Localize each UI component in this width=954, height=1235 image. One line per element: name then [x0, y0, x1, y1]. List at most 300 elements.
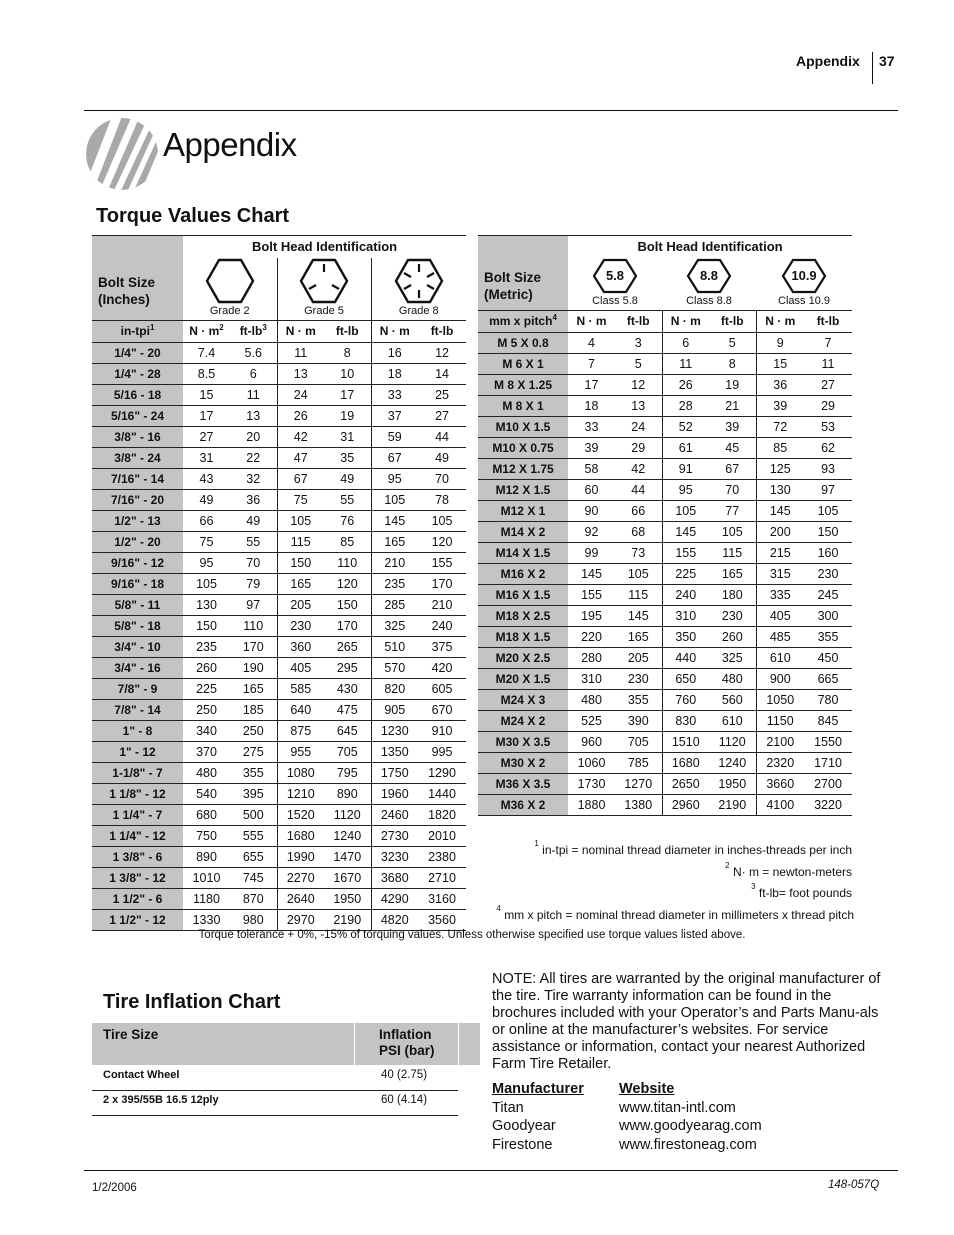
- torque-value-cell: 3560: [418, 909, 466, 930]
- torque-value-cell: 66: [183, 510, 230, 531]
- torque-value-cell: 1330: [183, 909, 230, 930]
- bolt-size-cell: M20 X 1.5: [478, 668, 568, 689]
- header-divider: [872, 52, 873, 84]
- torque-value-cell: 115: [615, 584, 662, 605]
- metric-torque-table: [478, 235, 852, 816]
- bolt-size-cell: 3/8" - 24: [92, 447, 183, 468]
- table-row: [478, 374, 852, 395]
- torque-value-cell: 150: [183, 615, 230, 636]
- torque-value-cell: 150: [277, 552, 324, 573]
- tire-row-psi: 40 (2.75): [381, 1069, 428, 1081]
- torque-value-cell: 1150: [756, 710, 804, 731]
- torque-value-cell: 845: [804, 710, 852, 731]
- table-row: [92, 573, 466, 594]
- table-row: [478, 395, 852, 416]
- bolt-size-cell: 1 1/4" - 7: [92, 804, 183, 825]
- torque-value-cell: 190: [230, 657, 277, 678]
- bolt-size-cell: 5/16 - 18: [92, 384, 183, 405]
- torque-value-cell: 95: [662, 479, 709, 500]
- torque-value-cell: 145: [756, 500, 804, 521]
- torque-value-cell: 905: [371, 699, 418, 720]
- torque-value-cell: 49: [230, 510, 277, 531]
- bolt-size-cell: M18 X 1.5: [478, 626, 568, 647]
- appendix-logo-icon: [84, 117, 160, 191]
- torque-value-cell: 5.6: [230, 342, 277, 363]
- manufacturer-name: Goodyear: [492, 1118, 556, 1134]
- torque-value-cell: 785: [615, 752, 662, 773]
- table-row: [478, 479, 852, 500]
- torque-value-cell: 510: [371, 636, 418, 657]
- torque-value-cell: 26: [277, 405, 324, 426]
- torque-value-cell: 6: [662, 332, 709, 353]
- torque-value-cell: 55: [324, 489, 371, 510]
- bolt-size-cell: 1-1/8" - 7: [92, 762, 183, 783]
- torque-value-cell: 780: [804, 689, 852, 710]
- bolt-size-cell: 1/2" - 13: [92, 510, 183, 531]
- torque-value-cell: 1240: [709, 752, 756, 773]
- unit-nm-header: N · m: [568, 310, 615, 332]
- table-row: [478, 563, 852, 584]
- unit-nm-header: N · m: [371, 320, 418, 342]
- torque-value-cell: 155: [418, 552, 466, 573]
- torque-value-cell: 1350: [371, 741, 418, 762]
- torque-value-cell: 18: [371, 363, 418, 384]
- torque-value-cell: 4: [568, 332, 615, 353]
- torque-value-cell: 13: [277, 363, 324, 384]
- torque-value-cell: 220: [568, 626, 615, 647]
- bolt-size-cell: M20 X 2.5: [478, 647, 568, 668]
- manufacturer-name: Titan: [492, 1100, 524, 1116]
- tire-row-psi: 60 (4.14): [381, 1094, 428, 1106]
- torque-value-cell: 230: [804, 563, 852, 584]
- torque-value-cell: 35: [324, 447, 371, 468]
- torque-value-cell: 4820: [371, 909, 418, 930]
- unit-nm-header: N · m: [277, 320, 324, 342]
- torque-value-cell: 3: [615, 332, 662, 353]
- torque-value-cell: 12: [615, 374, 662, 395]
- tire-row-size: 2 x 395/55B 16.5 12ply: [103, 1094, 219, 1106]
- torque-value-cell: 420: [418, 657, 466, 678]
- bolt-size-cell: M24 X 3: [478, 689, 568, 710]
- unit-nm-header: N · m: [756, 310, 804, 332]
- torque-value-cell: 2380: [418, 846, 466, 867]
- grade-8-label: Grade 8: [398, 304, 439, 317]
- torque-value-cell: 39: [709, 416, 756, 437]
- grade-8-hex-icon: [394, 258, 444, 304]
- unit-ftlb-header: ft-lb: [615, 310, 662, 332]
- torque-value-cell: 110: [324, 552, 371, 573]
- bolt-size-cell: 1/4" - 20: [92, 342, 183, 363]
- torque-value-cell: 1670: [324, 867, 371, 888]
- torque-value-cell: 235: [183, 636, 230, 657]
- table-row: [92, 888, 466, 909]
- torque-value-cell: 2190: [324, 909, 371, 930]
- torque-value-cell: 14: [418, 363, 466, 384]
- torque-value-cell: 275: [230, 741, 277, 762]
- torque-value-cell: 450: [804, 647, 852, 668]
- torque-value-cell: 49: [324, 468, 371, 489]
- bolt-size-cell: M14 X 1.5: [478, 542, 568, 563]
- torque-value-cell: 70: [709, 479, 756, 500]
- torque-value-cell: 73: [615, 542, 662, 563]
- table-row: [92, 426, 466, 447]
- torque-value-cell: 79: [230, 573, 277, 594]
- torque-value-cell: 120: [324, 573, 371, 594]
- torque-value-cell: 59: [371, 426, 418, 447]
- torque-value-cell: 1120: [709, 731, 756, 752]
- table-row: [478, 605, 852, 626]
- bolt-size-cell: 1 1/2" - 6: [92, 888, 183, 909]
- bolt-size-unit: (Metric): [484, 286, 533, 302]
- tire-size-header: Tire Size: [103, 1027, 159, 1042]
- torque-value-cell: 760: [662, 689, 709, 710]
- torque-value-cell: 680: [183, 804, 230, 825]
- bolt-head-id-label: Bolt Head Identification: [183, 236, 466, 258]
- bolt-size-cell: 3/4" - 10: [92, 636, 183, 657]
- torque-value-cell: 33: [568, 416, 615, 437]
- torque-value-cell: 485: [756, 626, 804, 647]
- torque-value-cell: 44: [418, 426, 466, 447]
- table-row: [92, 909, 466, 930]
- bolt-size-cell: M36 X 2: [478, 794, 568, 815]
- torque-value-cell: 26: [662, 374, 709, 395]
- pitch-header: mm x pitch$^4$: [478, 310, 568, 332]
- torque-value-cell: 555: [230, 825, 277, 846]
- torque-value-cell: 650: [662, 668, 709, 689]
- unit-ftlb-header: ft-lb: [709, 310, 756, 332]
- torque-value-cell: 53: [804, 416, 852, 437]
- torque-value-cell: 230: [615, 668, 662, 689]
- table-row: [92, 384, 466, 405]
- table-row: [478, 626, 852, 647]
- torque-value-cell: 7: [568, 353, 615, 374]
- table-row: [478, 542, 852, 563]
- torque-value-cell: 1180: [183, 888, 230, 909]
- torque-value-cell: 67: [709, 458, 756, 479]
- torque-value-cell: 11: [230, 384, 277, 405]
- torque-value-cell: 210: [418, 594, 466, 615]
- torque-value-cell: 8: [709, 353, 756, 374]
- torque-value-cell: 585: [277, 678, 324, 699]
- torque-value-cell: 43: [183, 468, 230, 489]
- torque-value-cell: 795: [324, 762, 371, 783]
- torque-value-cell: 31: [183, 447, 230, 468]
- grade-5-hex-icon: [299, 258, 349, 304]
- torque-value-cell: 165: [709, 563, 756, 584]
- torque-value-cell: 33: [371, 384, 418, 405]
- torque-value-cell: 39: [568, 437, 615, 458]
- torque-value-cell: 1710: [804, 752, 852, 773]
- torque-value-cell: 115: [709, 542, 756, 563]
- bolt-size-cell: M14 X 2: [478, 521, 568, 542]
- torque-value-cell: 8.5: [183, 363, 230, 384]
- manufacturer-website: www.firestoneag.com: [619, 1137, 757, 1153]
- table-row: [92, 615, 466, 636]
- manufacturer-name: Firestone: [492, 1137, 553, 1153]
- torque-value-cell: 105: [709, 521, 756, 542]
- torque-value-cell: 215: [756, 542, 804, 563]
- torque-value-cell: 3660: [756, 773, 804, 794]
- table-row: [92, 825, 466, 846]
- bolt-size-cell: M36 X 3.5: [478, 773, 568, 794]
- bolt-size-cell: M16 X 2: [478, 563, 568, 584]
- torque-value-cell: 67: [371, 447, 418, 468]
- unit-ftlb-header: ft-lb: [804, 310, 852, 332]
- torque-value-cell: 130: [756, 479, 804, 500]
- torque-value-cell: 360: [277, 636, 324, 657]
- torque-value-cell: 165: [371, 531, 418, 552]
- torque-value-cell: 91: [662, 458, 709, 479]
- torque-value-cell: 155: [662, 542, 709, 563]
- torque-value-cell: 31: [324, 426, 371, 447]
- torque-value-cell: 225: [662, 563, 709, 584]
- torque-value-cell: 200: [756, 521, 804, 542]
- torque-value-cell: 2730: [371, 825, 418, 846]
- torque-value-cell: 22: [230, 447, 277, 468]
- torque-value-cell: 2460: [371, 804, 418, 825]
- torque-value-cell: 2270: [277, 867, 324, 888]
- inflation-header: Inflation PSI (bar): [379, 1027, 435, 1058]
- torque-value-cell: 170: [230, 636, 277, 657]
- grade-5-cell: [277, 258, 371, 321]
- torque-footnotes: [478, 840, 852, 926]
- torque-value-cell: 280: [568, 647, 615, 668]
- header-rule: [84, 110, 898, 111]
- table-row: [92, 867, 466, 888]
- table-row: [478, 710, 852, 731]
- torque-value-cell: 235: [371, 573, 418, 594]
- torque-value-cell: 350: [662, 626, 709, 647]
- torque-value-cell: 355: [230, 762, 277, 783]
- torque-value-cell: 240: [662, 584, 709, 605]
- class-8-8-mark: 8.8: [699, 267, 719, 283]
- bolt-size-cell: 1 1/8" - 12: [92, 783, 183, 804]
- torque-value-cell: 62: [804, 437, 852, 458]
- torque-value-cell: 1230: [371, 720, 418, 741]
- table-row: [92, 363, 466, 384]
- torque-value-cell: 19: [324, 405, 371, 426]
- torque-value-cell: 480: [568, 689, 615, 710]
- torque-value-cell: 145: [615, 605, 662, 626]
- torque-value-cell: 19: [709, 374, 756, 395]
- torque-value-cell: 27: [183, 426, 230, 447]
- torque-value-cell: 13: [230, 405, 277, 426]
- unit-nm-header: $N \cdot m^2$: [183, 320, 230, 342]
- torque-value-cell: 8: [324, 342, 371, 363]
- torque-value-cell: 75: [183, 531, 230, 552]
- torque-value-cell: 52: [662, 416, 709, 437]
- torque-value-cell: 480: [709, 668, 756, 689]
- manufacturer-website: www.titan-intl.com: [619, 1100, 736, 1116]
- bolt-size-cell: 1/2" - 20: [92, 531, 183, 552]
- torque-value-cell: 430: [324, 678, 371, 699]
- bolt-size-cell: 5/8" - 11: [92, 594, 183, 615]
- bolt-size-cell: M10 X 0.75: [478, 437, 568, 458]
- torque-value-cell: 1990: [277, 846, 324, 867]
- torque-value-cell: 42: [615, 458, 662, 479]
- torque-value-cell: 1730: [568, 773, 615, 794]
- torque-value-cell: 24: [277, 384, 324, 405]
- torque-value-cell: 27: [418, 405, 466, 426]
- torque-value-cell: 95: [183, 552, 230, 573]
- torque-value-cell: 45: [709, 437, 756, 458]
- table-row: [478, 794, 852, 815]
- torque-value-cell: 750: [183, 825, 230, 846]
- table-row: [92, 657, 466, 678]
- torque-value-cell: 1380: [615, 794, 662, 815]
- torque-value-cell: 1080: [277, 762, 324, 783]
- table-row: [478, 353, 852, 374]
- torque-value-cell: 165: [615, 626, 662, 647]
- torque-value-cell: 105: [183, 573, 230, 594]
- torque-value-cell: 49: [418, 447, 466, 468]
- torque-value-cell: 165: [277, 573, 324, 594]
- document-number: 148-057Q: [828, 1179, 880, 1191]
- unit-ftlb-header: $ft-lb^3$: [230, 320, 277, 342]
- torque-value-cell: 78: [418, 489, 466, 510]
- torque-value-cell: 570: [371, 657, 418, 678]
- torque-value-cell: 11: [804, 353, 852, 374]
- bolt-size-cell: 1 1/4" - 12: [92, 825, 183, 846]
- torque-value-cell: 2320: [756, 752, 804, 773]
- torque-value-cell: 370: [183, 741, 230, 762]
- torque-value-cell: 2010: [418, 825, 466, 846]
- bolt-size-cell: M16 X 1.5: [478, 584, 568, 605]
- torque-value-cell: 2650: [662, 773, 709, 794]
- torque-value-cell: 39: [756, 395, 804, 416]
- torque-value-cell: 2700: [804, 773, 852, 794]
- torque-value-cell: 475: [324, 699, 371, 720]
- torque-value-cell: 2970: [277, 909, 324, 930]
- running-header-section: Appendix: [796, 53, 860, 69]
- torque-value-cell: 18: [568, 395, 615, 416]
- torque-value-cell: 165: [230, 678, 277, 699]
- torque-value-cell: 240: [418, 615, 466, 636]
- torque-value-cell: 1960: [371, 783, 418, 804]
- torque-value-cell: 67: [277, 468, 324, 489]
- table-row: [478, 437, 852, 458]
- torque-value-cell: 1060: [568, 752, 615, 773]
- torque-value-cell: 25: [418, 384, 466, 405]
- warranty-note: NOTE: All tires are warranted by the original manufacturer of the tire. Tire warranty information can be found in the brochures included with your Operator’s and Parts Manu-als or online at the manufacturer’s websites. For service assistance or information, contact your nearest Authorized Farm Tire Retailer.: [492, 971, 881, 1072]
- torque-value-cell: 560: [709, 689, 756, 710]
- torque-value-cell: 125: [756, 458, 804, 479]
- torque-value-cell: 11: [662, 353, 709, 374]
- footnote-2: $^2$ N· m = newton-meters: [725, 860, 852, 879]
- class-10-9-cell: [756, 258, 852, 311]
- torque-value-cell: 95: [371, 468, 418, 489]
- torque-value-cell: 610: [709, 710, 756, 731]
- torque-value-cell: 66: [615, 500, 662, 521]
- torque-value-cell: 29: [615, 437, 662, 458]
- grade-5-label: Grade 5: [304, 304, 344, 317]
- bolt-size-cell: 7/8" - 14: [92, 699, 183, 720]
- bolt-size-cell: 9/16" - 18: [92, 573, 183, 594]
- class-5-8-mark: 5.8: [605, 267, 625, 283]
- table-row: [92, 594, 466, 615]
- table-row: [478, 668, 852, 689]
- manufacturer-website: www.goodyearag.com: [619, 1118, 762, 1134]
- torque-value-cell: 70: [230, 552, 277, 573]
- torque-value-cell: 12: [418, 342, 466, 363]
- bolt-size-cell: M30 X 3.5: [478, 731, 568, 752]
- torque-value-cell: 155: [568, 584, 615, 605]
- torque-value-cell: 260: [709, 626, 756, 647]
- torque-value-cell: 93: [804, 458, 852, 479]
- torque-value-cell: 7.4: [183, 342, 230, 363]
- torque-value-cell: 705: [615, 731, 662, 752]
- table-row: [92, 636, 466, 657]
- torque-value-cell: 17: [324, 384, 371, 405]
- torque-value-cell: 1240: [324, 825, 371, 846]
- torque-value-cell: 36: [230, 489, 277, 510]
- grade-8-cell: [371, 258, 466, 321]
- torque-value-cell: 225: [183, 678, 230, 699]
- bolt-size-cell: 1" - 12: [92, 741, 183, 762]
- torque-value-cell: 820: [371, 678, 418, 699]
- torque-value-cell: 745: [230, 867, 277, 888]
- tpi-header: in-tpi$^1$: [92, 320, 183, 342]
- torque-value-cell: 910: [418, 720, 466, 741]
- torque-value-cell: 13: [615, 395, 662, 416]
- bolt-size-cell: 1 3/8" - 12: [92, 867, 183, 888]
- torque-value-cell: 440: [662, 647, 709, 668]
- torque-value-cell: 395: [230, 783, 277, 804]
- torque-value-cell: 49: [183, 489, 230, 510]
- torque-value-cell: 2190: [709, 794, 756, 815]
- table-row: [92, 699, 466, 720]
- torque-value-cell: 21: [709, 395, 756, 416]
- torque-value-cell: 605: [418, 678, 466, 699]
- torque-value-cell: 130: [183, 594, 230, 615]
- torque-value-cell: 1680: [277, 825, 324, 846]
- torque-value-cell: 17: [568, 374, 615, 395]
- torque-value-cell: 3160: [418, 888, 466, 909]
- table-row: [478, 521, 852, 542]
- torque-value-cell: 870: [230, 888, 277, 909]
- torque-value-cell: 145: [371, 510, 418, 531]
- torque-value-cell: 105: [418, 510, 466, 531]
- table-row: [92, 846, 466, 867]
- table-row: [478, 752, 852, 773]
- table-row: [92, 405, 466, 426]
- torque-value-cell: 250: [230, 720, 277, 741]
- bolt-size-cell: 1 3/8" - 6: [92, 846, 183, 867]
- bolt-size-cell: M24 X 2: [478, 710, 568, 731]
- table-row: [92, 678, 466, 699]
- torque-value-cell: 150: [804, 521, 852, 542]
- torque-value-cell: 36: [756, 374, 804, 395]
- bolt-size-cell: 1/4" - 28: [92, 363, 183, 384]
- torque-value-cell: 1550: [804, 731, 852, 752]
- torque-value-cell: 77: [709, 500, 756, 521]
- torque-value-cell: 300: [804, 605, 852, 626]
- torque-value-cell: 315: [756, 563, 804, 584]
- torque-value-cell: 42: [277, 426, 324, 447]
- table-row: [92, 720, 466, 741]
- torque-value-cell: 960: [568, 731, 615, 752]
- bolt-size-cell: 5/16" - 24: [92, 405, 183, 426]
- manufacturer-header: Manufacturer: [492, 1081, 584, 1097]
- table-row: [478, 647, 852, 668]
- torque-value-cell: 4100: [756, 794, 804, 815]
- torque-value-cell: 75: [277, 489, 324, 510]
- page-title: Appendix: [163, 126, 297, 163]
- torque-value-cell: 230: [709, 605, 756, 626]
- torque-value-cell: 655: [230, 846, 277, 867]
- torque-value-cell: 195: [568, 605, 615, 626]
- torque-value-cell: 890: [324, 783, 371, 804]
